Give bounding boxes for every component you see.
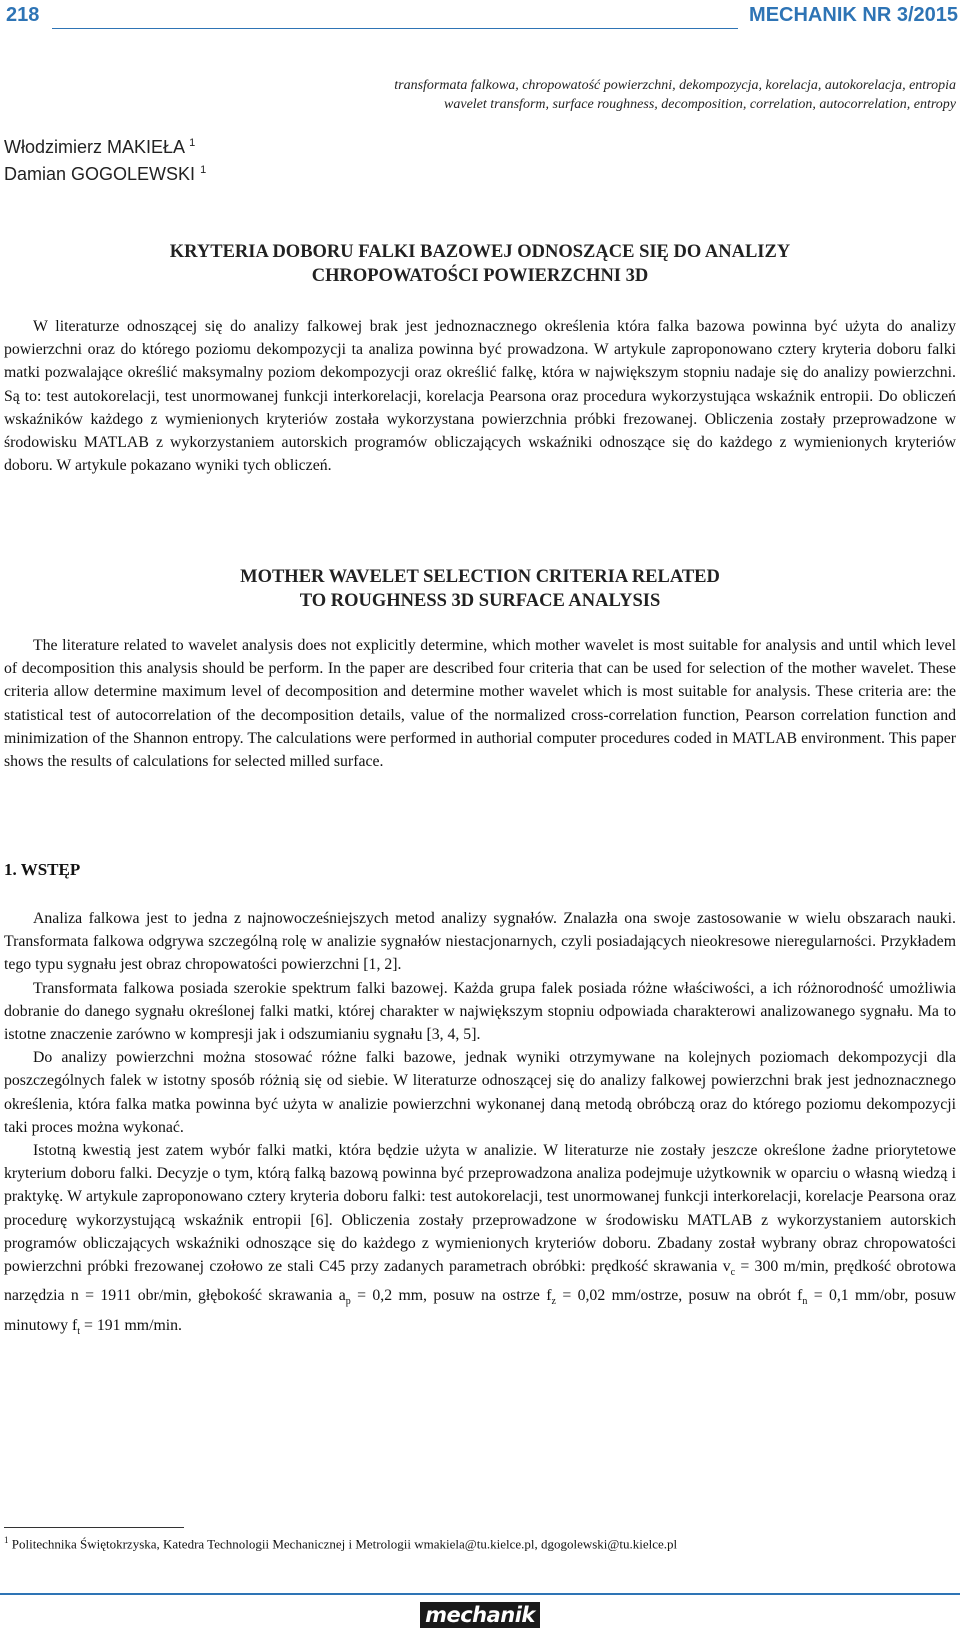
- authors: [4, 132, 206, 186]
- subscript: p: [345, 1296, 351, 1308]
- title-line: MOTHER WAVELET SELECTION CRITERIA RELATED: [240, 567, 720, 587]
- title-line: CHROPOWATOŚCI POWIERZCHNI 3D: [311, 266, 649, 286]
- footnote: [4, 1532, 956, 1552]
- author: [4, 159, 206, 186]
- affiliation-mark: 1: [189, 137, 196, 149]
- title-english: [40, 565, 920, 613]
- abstract-text: The literature related to wavelet analysis does not explicitly determine, which mother wavelet is most suitable for analysis and until which level of decomposition this analysis should be perform. In the paper are described four criteria that can be used for selection of the mother wavelet. These criteria allow determine maximum level of decomposition and determine mother wavelet which is most suitable for analysis. These criteria are: the statistical test of autocorrelation of the decomposition details, value of the normalized cross-correlation function, Pearson correlation function and minimization of the Shannon entropy. The calculations were performed in authorial computer procedures coded in MATLAB environment. This paper shows the results of calculations for selected milled surface.: [4, 637, 956, 771]
- keywords-english: wavelet transform, surface roughness, decomposition, correlation, autocorrelation, entropy: [444, 97, 956, 112]
- abstract-polish: [4, 315, 956, 477]
- keywords: [394, 76, 956, 114]
- paragraph: Analiza falkowa jest to jedna z najnowocześniejszych metod analizy sygnałów. Znalazła ona swoje zastosowanie w wielu obszarach nauki. Transformata falkowa odgrywa szczególną rolę w analizie sygnałów niestacjonarnych, czyli posiadających nieokresowe nieregularności. Przykładem tego typu sygnału jest obraz chropowatości powierzchni [1, 2].: [4, 910, 956, 974]
- paragraph: Do analizy powierzchni można stosować różne falki bazowe, jednak wyniki otrzymywane na kolejnych poziomach dekompozycji dla poszczególnych falek w istotny sposób różnią się od siebie. W literaturze odnoszącej się do analizy falkowej powierzchni brak jest jednoznacznego określenia, która falka matka powinna być użyta w analizie powierzchni wykonanej daną metodą obróbczą oraz do którego poziomu dekompozycji taki proces można wykonać.: [4, 1049, 956, 1136]
- paragraph: Transformata falkowa posiada szerokie spektrum falki bazowej. Każda grupa falek posiada różne właściwości, a ich różnorodność umożliwia dobranie do danego sygnału określonej falki matki, której charakter w największym stopniu odpowiada charakterowi analizowanego sygnału. Ma to istotne znaczenie zarówno w kompresji jak i odszumianiu sygnału [3, 4, 5].: [4, 979, 956, 1044]
- subscript: n: [802, 1296, 808, 1308]
- abstract-english: [4, 634, 956, 773]
- journal-logo: mechanik: [420, 1602, 540, 1628]
- paragraph-text: Istotną kwestią jest zatem wybór falki matki, która będzie użyta w analizie. W literaturze nie zostały jeszcze określone żadne priorytetowe kryterium doboru falki. Decyzje o tym, którą falką bazową powinna być przeprowadzona analiza podejmuje użytkownik w oparciu o własną wiedzą i praktykę. W artykule zaproponowano cztery kryteria doboru falki: test autokorelacji, test unormowanej funkcji interkorelacji, korelacje Pearsona oraz procedurę wykorzystującą wskaźnik entropii [6]. Obliczenia zostały przeprowadzone w środowisku MATLAB z wykorzystaniem autorskich programów obliczających wskaźniki odnoszące się do każdego z wymienionych kryteriów doboru. Zbadany został wybrany obraz chropowatości powierzchni próbki frezowanej czołowo ze stali C45 przy zadanych parametrach obróbki: prędkość skrawania v: [4, 1142, 956, 1276]
- footnote-mark: 1: [4, 1535, 9, 1545]
- title-line: TO ROUGHNESS 3D SURFACE ANALYSIS: [299, 591, 661, 611]
- title-polish: [40, 240, 920, 288]
- page-number: 218: [6, 4, 40, 26]
- section-body: [4, 907, 956, 1343]
- journal-issue: MECHANIK NR 3/2015: [749, 4, 958, 26]
- section-heading: 1. WSTĘP: [4, 860, 81, 879]
- paragraph-text: = 0,2 mm, posuw na ostrze f: [350, 1287, 552, 1305]
- author-name: Damian GOGOLEWSKI: [4, 164, 196, 184]
- subscript: z: [551, 1296, 556, 1308]
- paragraph-text: = 0,02 mm/ostrze, posuw na obrót f: [555, 1287, 803, 1305]
- affiliation-mark: 1: [200, 164, 207, 176]
- footnote-text: Politechnika Świętokrzyska, Katedra Technologii Mechanicznej i Metrologii wmakiela@tu.kielce.pl, dgogolewski@tu.kielce.pl: [11, 1536, 678, 1552]
- footnote-rule: [4, 1527, 184, 1528]
- header-rule: [52, 28, 738, 29]
- paragraph-text: = 191 mm/min.: [80, 1316, 183, 1334]
- page-header: [0, 0, 960, 44]
- title-line: KRYTERIA DOBORU FALKI BAZOWEJ ODNOSZĄCE SIĘ DO ANALIZY: [169, 242, 791, 262]
- abstract-text: W literaturze odnoszącej się do analizy falkowej brak jest jednoznacznego określenia która falka bazowa powinna być użyta do analizy powierzchni oraz do którego poziomu dekompozycji ta analiza powinna być prowadzona. W artykule zaproponowano cztery kryteria doboru falki matki pozwalające określić maksymalny poziom dekompozycji oraz określić falkę, która w największym stopniu nadaje się do analizy powierzchni. Są to: test autokorelacji, test unormowanej funkcji interkorelacji, korelacja Pearsona oraz procedura wykorzystująca wskaźnik entropii. Do obliczeń wskaźników każdego z wymienionych kryteriów została wykorzystana powierzchnia próbki frezowanej. Obliczenia zostały przeprowadzone w środowisku MATLAB z wykorzystaniem autorskich programów obliczających wskaźniki odnoszące się do każdego z wymienionych kryteriów doboru. W artykule pokazano wyniki tych obliczeń.: [4, 318, 956, 475]
- paragraph: [4, 1139, 956, 1343]
- subscript: t: [77, 1325, 81, 1337]
- author-name: Włodzimierz MAKIEŁA: [4, 137, 185, 157]
- paragraph-text: = 300 m/min, prędkość obrotowa narzędzia n = 1911 obr/min, głębokość skrawania a: [4, 1258, 956, 1305]
- paragraph-text: = 0,1 mm/obr, posuw minutowy f: [4, 1287, 956, 1334]
- keywords-polish: transformata falkowa, chropowatość powierzchni, dekompozycja, korelacja, autokorelacja, entropia: [394, 78, 956, 93]
- footer-rule: [0, 1593, 960, 1595]
- author: [4, 132, 206, 159]
- subscript: c: [730, 1267, 736, 1279]
